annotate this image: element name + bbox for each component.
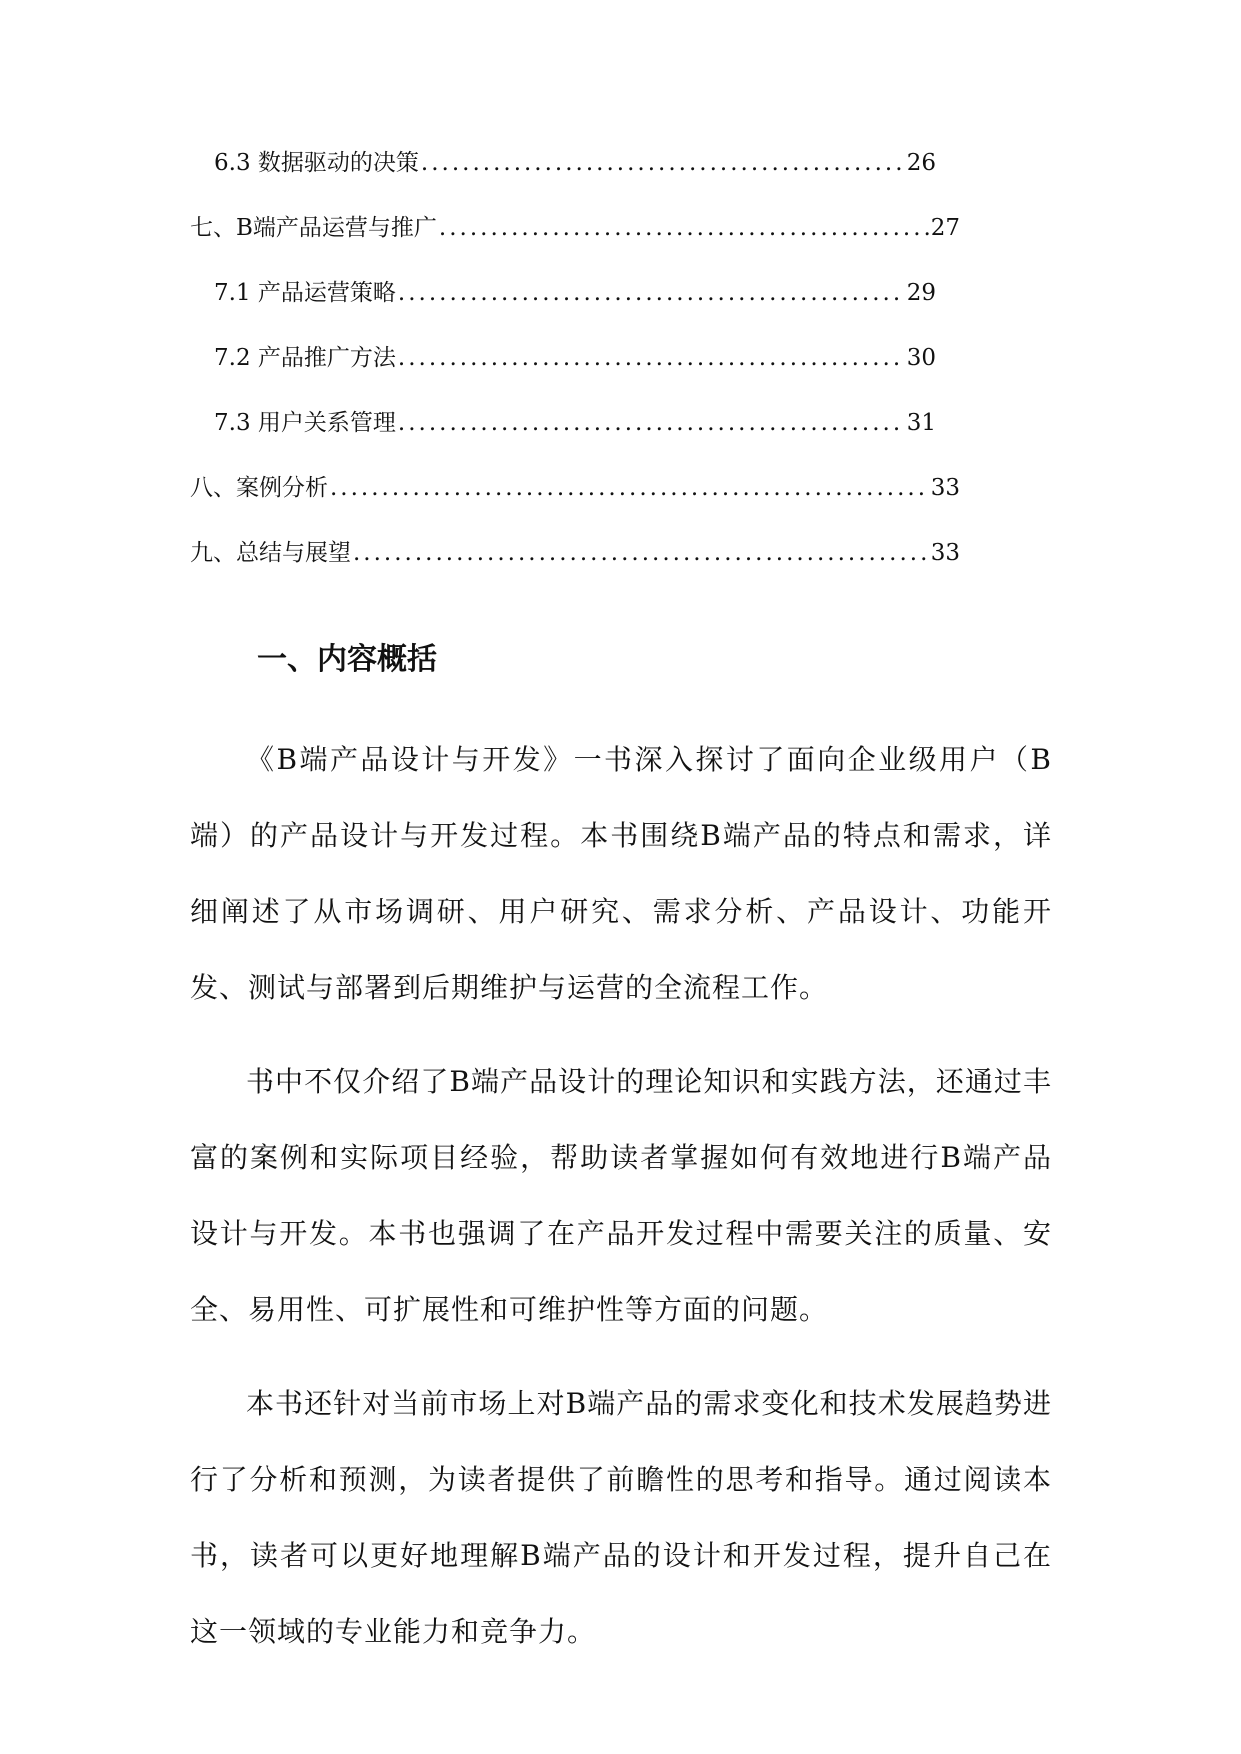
toc-entry[interactable]: [190, 213, 960, 278]
toc-entry-title: 6.3 数据驱动的决策: [214, 150, 419, 176]
section-body: [190, 722, 1052, 1688]
toc-leader-dots: [421, 148, 905, 178]
section-heading: 一、内容概括: [257, 642, 437, 677]
toc-leader-dots: [330, 473, 929, 503]
toc-entry[interactable]: [190, 538, 960, 603]
toc-entry-title: 九、总结与展望: [190, 540, 351, 566]
toc-entry[interactable]: [190, 408, 960, 473]
toc-entry-title: 七、B端产品运营与推广: [190, 215, 437, 241]
toc-entry-page: 31: [906, 410, 936, 436]
toc-entry[interactable]: [190, 343, 960, 408]
table-of-contents: [190, 148, 960, 603]
body-paragraph: 《B端产品设计与开发》一书深入探讨了面向企业级用户（B端）的产品设计与开发过程。本书围绕B端产品的特点和需求，详细阐述了从市场调研、用户研究、需求分析、产品设计、功能开发、测试与部署到后期维护与运营的全流程工作。: [190, 743, 1052, 1004]
toc-entry-title: 7.2 产品推广方法: [214, 345, 396, 371]
toc-entry[interactable]: [190, 473, 960, 538]
toc-entry-page: 33: [930, 540, 960, 566]
body-paragraph: 书中不仅介绍了B端产品设计的理论知识和实践方法，还通过丰富的案例和实际项目经验，帮助读者掌握如何有效地进行B端产品设计与开发。本书也强调了在产品开发过程中需要关注的质量、安全、易用性、可扩展性和可维护性等方面的问题。: [190, 1065, 1052, 1326]
toc-entry[interactable]: [190, 148, 960, 213]
toc-leader-dots: [439, 213, 929, 243]
toc-leader-dots: [353, 538, 929, 568]
toc-leader-dots: [398, 278, 905, 308]
toc-entry-page: 30: [906, 345, 936, 371]
toc-entry[interactable]: [190, 278, 960, 343]
toc-entry-title: 八、案例分析: [190, 475, 328, 501]
toc-entry-title: 7.3 用户关系管理: [214, 410, 396, 436]
toc-entry-page: 33: [930, 475, 960, 501]
body-paragraph: 本书还针对当前市场上对B端产品的需求变化和技术发展趋势进行了分析和预测，为读者提供了前瞻性的思考和指导。通过阅读本书，读者可以更好地理解B端产品的设计和开发过程，提升自己在这一领域的专业能力和竞争力。: [190, 1387, 1052, 1648]
toc-leader-dots: [398, 408, 905, 438]
toc-entry-page: 29: [906, 280, 936, 306]
toc-leader-dots: [398, 343, 905, 373]
toc-entry-title: 7.1 产品运营策略: [214, 280, 396, 306]
toc-entry-page: 27: [930, 215, 960, 241]
toc-entry-page: 26: [906, 150, 936, 176]
